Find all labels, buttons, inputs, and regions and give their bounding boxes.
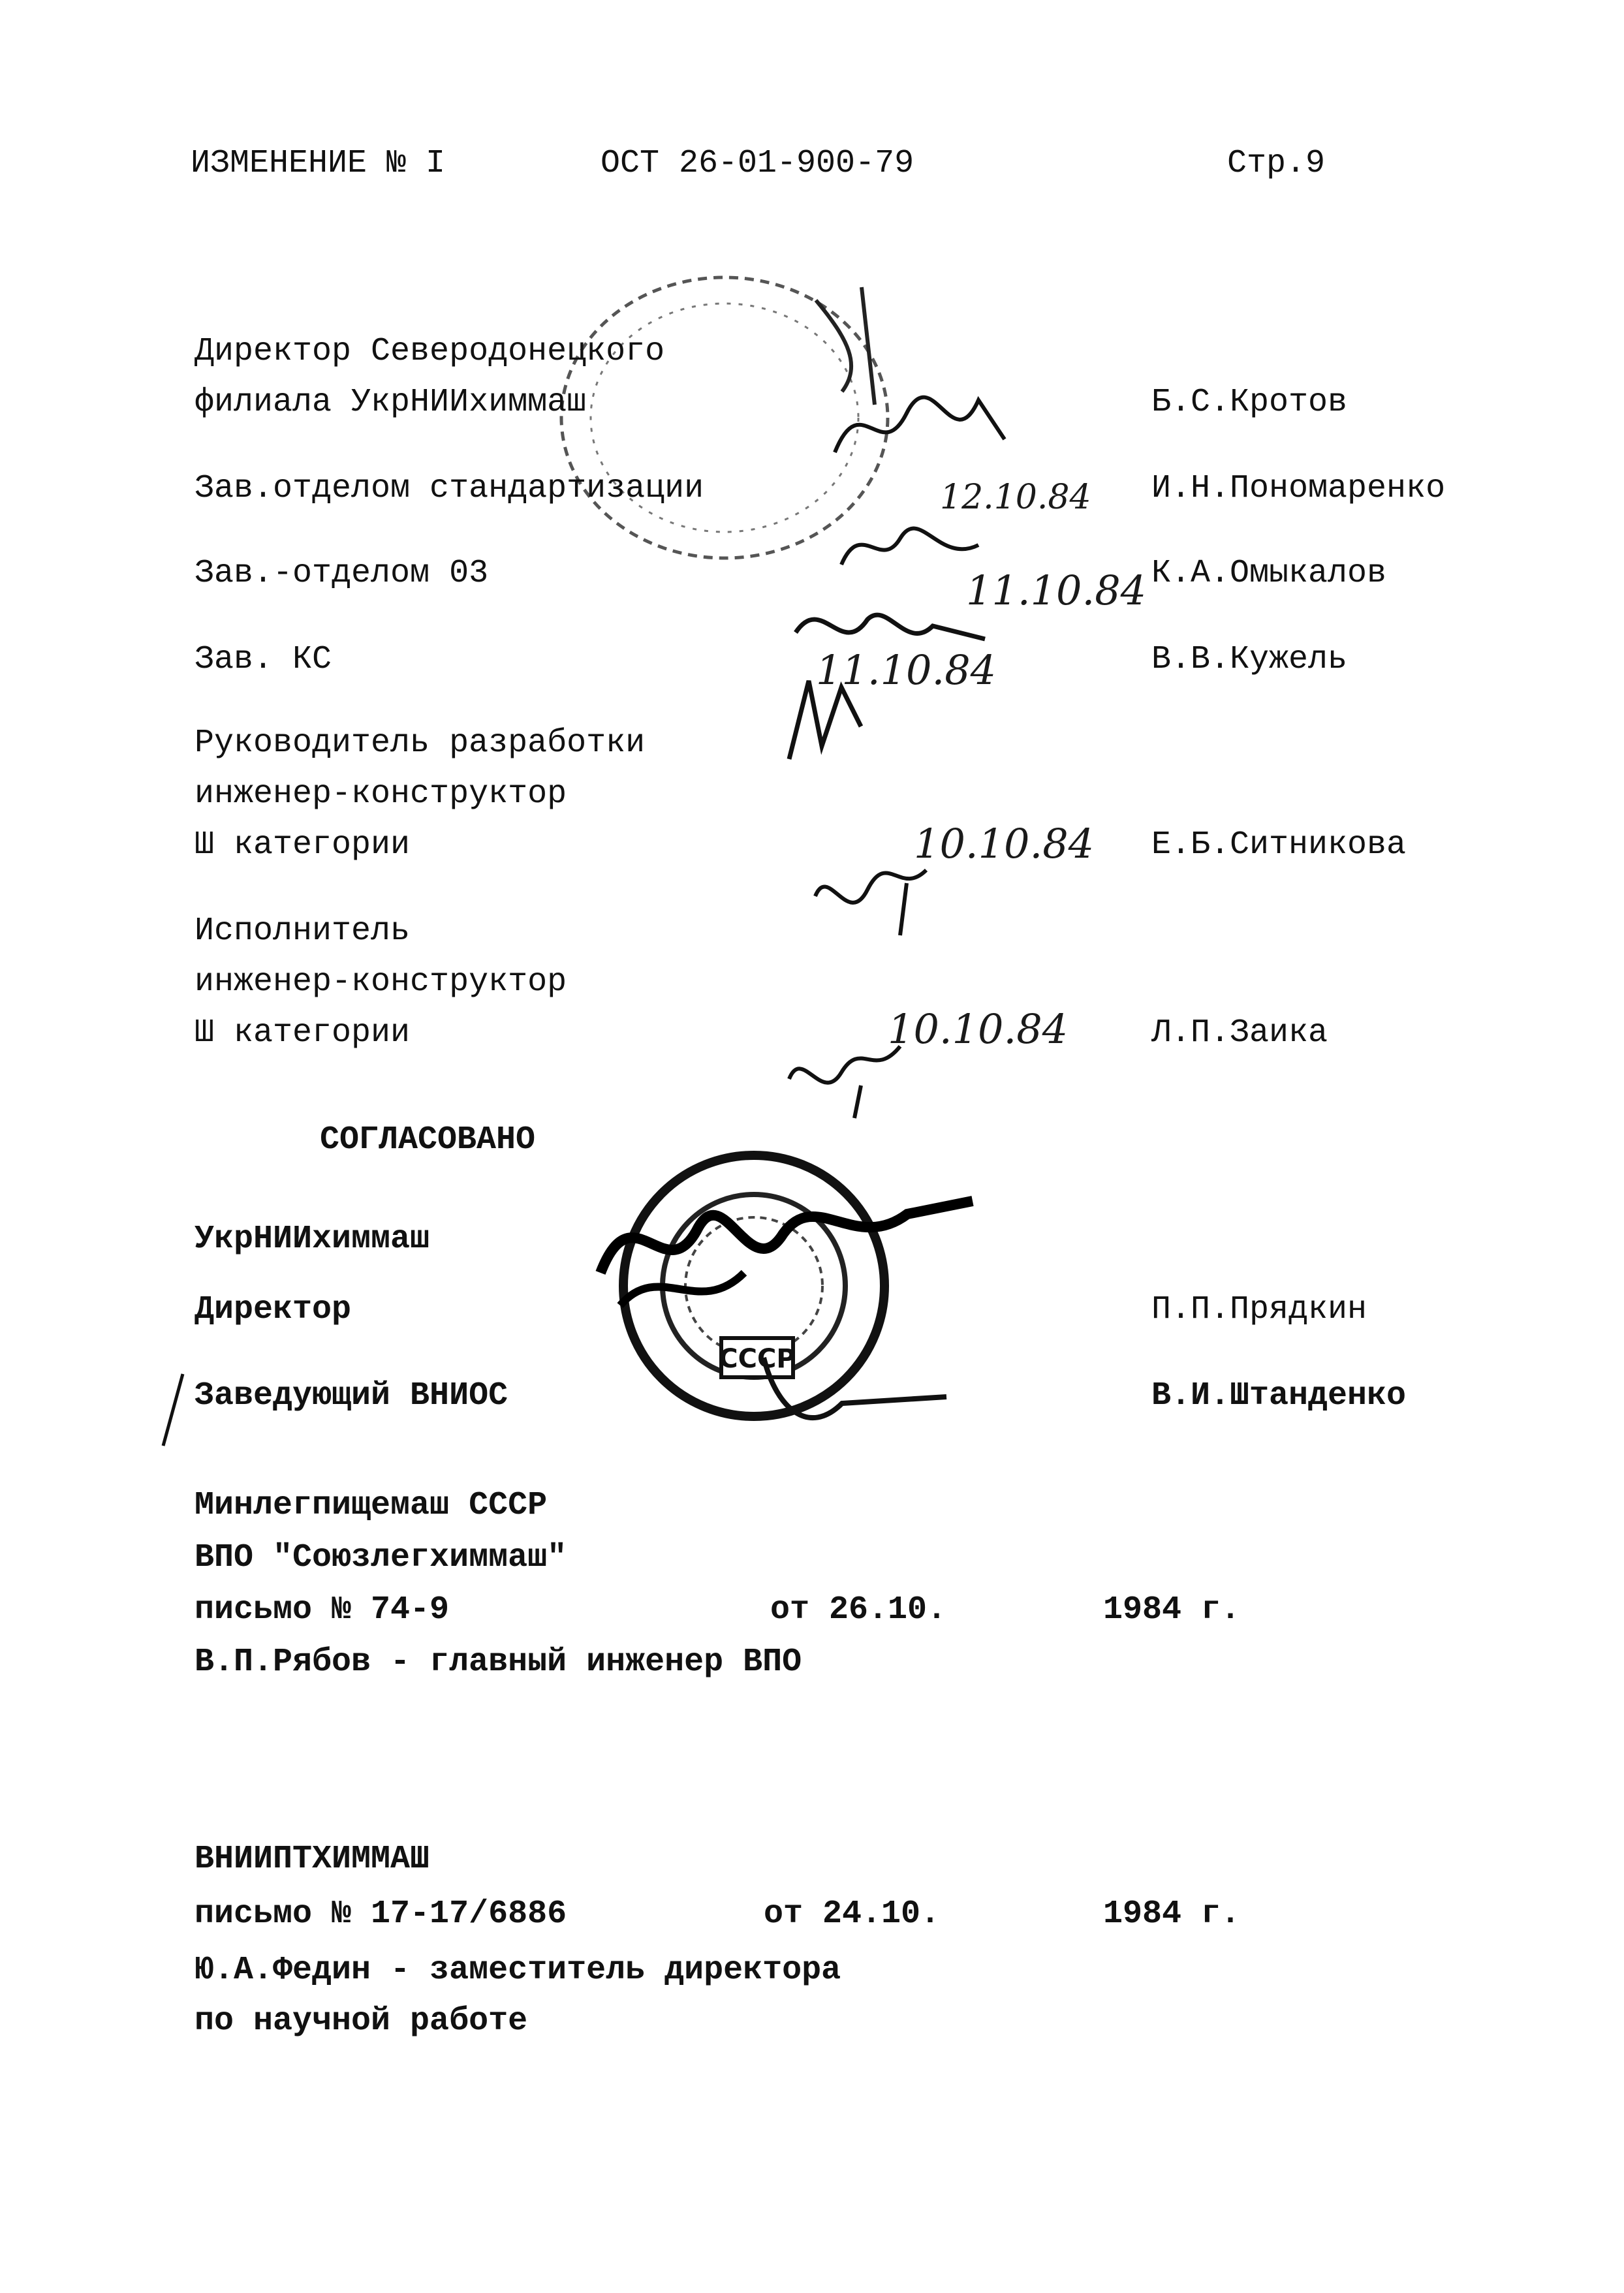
signatory-title-line: инженер-конструктор [195, 775, 567, 813]
letter2-year: 1984 г. [1103, 1895, 1241, 1933]
letter1-year: 1984 г. [1103, 1591, 1241, 1629]
letter2-person: Ю.А.Федин - заместитель директора [195, 1952, 841, 1989]
signature-scribble [822, 374, 1018, 472]
signatory-title-line: Директор Северодонецкого [195, 333, 665, 370]
signatory-title-line: Исполнитель [195, 913, 411, 950]
approval-title: Директор [195, 1291, 352, 1328]
signatory-title-line: Зав. КС [195, 641, 332, 678]
signature-date: 11.10.84 [816, 646, 997, 694]
margin-mark [157, 1371, 189, 1449]
signatory-title-line: Ш категории [195, 826, 411, 864]
handwritten-signature [757, 809, 939, 999]
change-number: ИЗМЕНЕНИЕ № I [191, 145, 446, 182]
letter2-org: ВНИИПТХИММАШ [195, 1841, 430, 1878]
signatory-title-line: филиала УкрНИИхиммаш [195, 384, 587, 421]
approval-title: Заведующий ВНИОС [195, 1377, 508, 1414]
letter1-association: ВПО "Союзлегхиммаш" [195, 1539, 567, 1576]
approval-heading: СОГЛАСОВАНО [320, 1121, 536, 1159]
approval-name: В.И.Штанденко [1151, 1377, 1407, 1414]
signatory-name: В.В.Кужель [1151, 641, 1348, 678]
letter2-number: письмо № 17-17/6886 [195, 1895, 567, 1933]
signatory-title-line: Руководитель разработки [195, 725, 646, 762]
page-number: Стр.9 [1227, 145, 1326, 182]
signatory-name: Л.П.Заика [1151, 1014, 1328, 1052]
signatory-title-line: Ш категории [195, 1014, 411, 1052]
signatory-title-line: Зав.отделом стандартизации [195, 470, 704, 507]
letter2-person-line2: по научной работе [195, 2003, 528, 2040]
stamp-label: СССР [719, 1344, 796, 1374]
signatory-name: К.А.Омыкалов [1151, 555, 1387, 592]
letter1-date: от 26.10. [770, 1591, 947, 1629]
signature-date: 10.10.84 [914, 820, 1095, 867]
letter1-person: В.П.Рябов - главный инженер ВПО [195, 1644, 802, 1681]
signature-scribble [809, 857, 939, 942]
letter1-number: письмо № 74-9 [195, 1591, 450, 1629]
letter1-ministry: Минлегпищемаш СССР [195, 1487, 548, 1524]
approval-name: П.П.Прядкин [1151, 1291, 1367, 1328]
signatory-title-line: инженер-конструктор [195, 963, 567, 1001]
signatory-name: И.Н.Пономаренко [1151, 470, 1446, 507]
round-stamp-approval [581, 1110, 999, 1462]
signatory-name: Б.С.Кротов [1151, 384, 1348, 421]
letter2-date: от 24.10. [764, 1895, 941, 1933]
signature-date: 12.10.84 [940, 478, 1091, 517]
signatory-name: Е.Б.Ситникова [1151, 826, 1407, 864]
signature-date: 10.10.84 [888, 1005, 1069, 1053]
standard-number: ОСТ 26-01-900-79 [601, 145, 914, 182]
signature-date: 11.10.84 [966, 567, 1147, 614]
signatory-title-line: Зав.-отделом 03 [195, 555, 489, 592]
approval-org: УкрНИИхиммаш [195, 1221, 430, 1258]
